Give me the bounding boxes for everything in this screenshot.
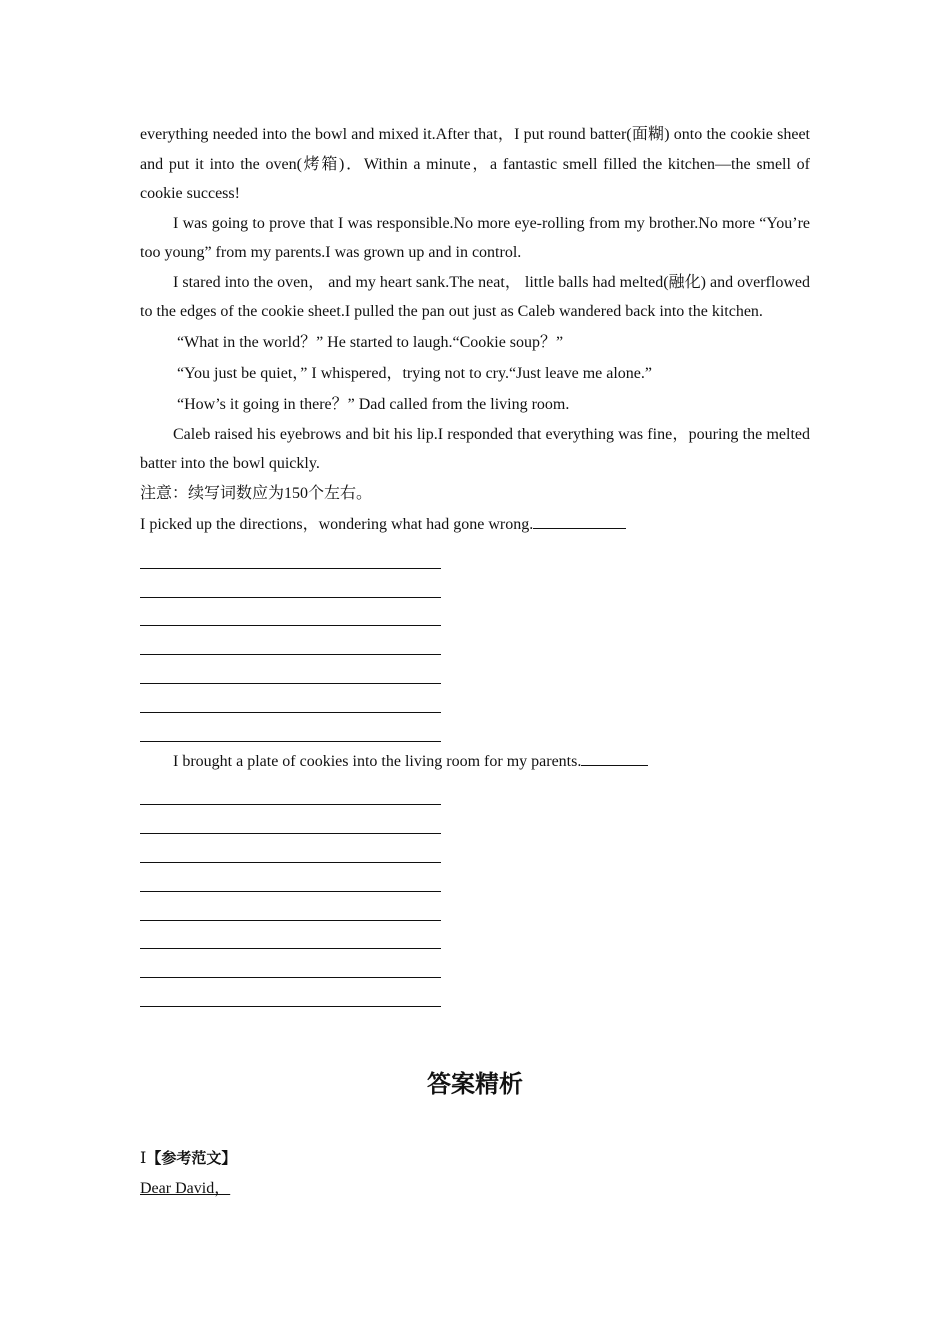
writing-line[interactable] [140, 569, 441, 598]
section-title: 【参考范文】 [146, 1149, 237, 1167]
writing-line[interactable] [140, 598, 441, 627]
writing-lines-1[interactable] [140, 540, 810, 742]
writing-line[interactable] [140, 777, 441, 806]
dialogue-line-3: “How’s it going in there？” Dad called from the living room. [177, 395, 570, 413]
section-roman: Ⅰ [140, 1150, 147, 1167]
prompt-2-text: I brought a plate of cookies into the living room for my parents. [173, 752, 582, 770]
inline-blank[interactable] [581, 751, 648, 766]
inline-blank[interactable] [533, 514, 626, 529]
continuation-prompt-1 [140, 510, 810, 540]
writing-line[interactable] [140, 684, 441, 713]
answer-heading: 答案精析 [427, 1070, 523, 1098]
continuation-prompt-2 [140, 747, 810, 777]
writing-lines-2[interactable] [140, 777, 810, 1007]
passage-paragraph-1: everything needed into the bowl and mixed it.After that，I put round batter(面糊) onto the cookie sheet and put it into the oven(烤箱)．Within a minute，a fantastic smell filled the kitchen—the smell of cookie success! [140, 126, 810, 202]
writing-line[interactable] [140, 626, 441, 655]
word-count-note: 注意：续写词数应为150个左右。 [140, 484, 373, 502]
prompt-1-text: I picked up the directions，wondering what had gone wrong. [140, 516, 534, 533]
writing-line[interactable] [140, 978, 441, 1007]
writing-line[interactable] [140, 834, 441, 863]
dialogue-line-1: “What in the world？” He started to laugh.“Cookie soup？” [177, 333, 564, 351]
writing-line[interactable] [140, 863, 441, 892]
letter-greeting: Dear David， [140, 1180, 231, 1197]
passage-paragraph-3: I stared into the oven， and my heart sank.The neat， little balls had melted(融化) and overflowed to the edges of the cookie sheet.I pulled the pan out just as Caleb wandered back into the kitchen. [140, 273, 810, 320]
writing-line[interactable] [140, 921, 441, 950]
passage-paragraph-2: I was going to prove that I was responsible.No more eye-rolling from my brother.No more “You’re too young” from my parents.I was grown up and in control. [140, 214, 810, 261]
writing-task [140, 120, 810, 1007]
writing-line[interactable] [140, 892, 441, 921]
writing-line[interactable] [140, 655, 441, 684]
writing-line[interactable] [140, 805, 441, 834]
dialogue-line-2: “You just be quiet，” I whispered，trying not to cry.“Just leave me alone.” [177, 364, 653, 382]
writing-line[interactable] [140, 949, 441, 978]
writing-line[interactable] [140, 540, 441, 569]
passage-paragraph-4: Caleb raised his eyebrows and bit his lip.I responded that everything was fine，pouring the melted batter into the bowl quickly. [140, 425, 810, 472]
section-label [140, 1146, 236, 1171]
writing-line[interactable] [140, 713, 441, 742]
